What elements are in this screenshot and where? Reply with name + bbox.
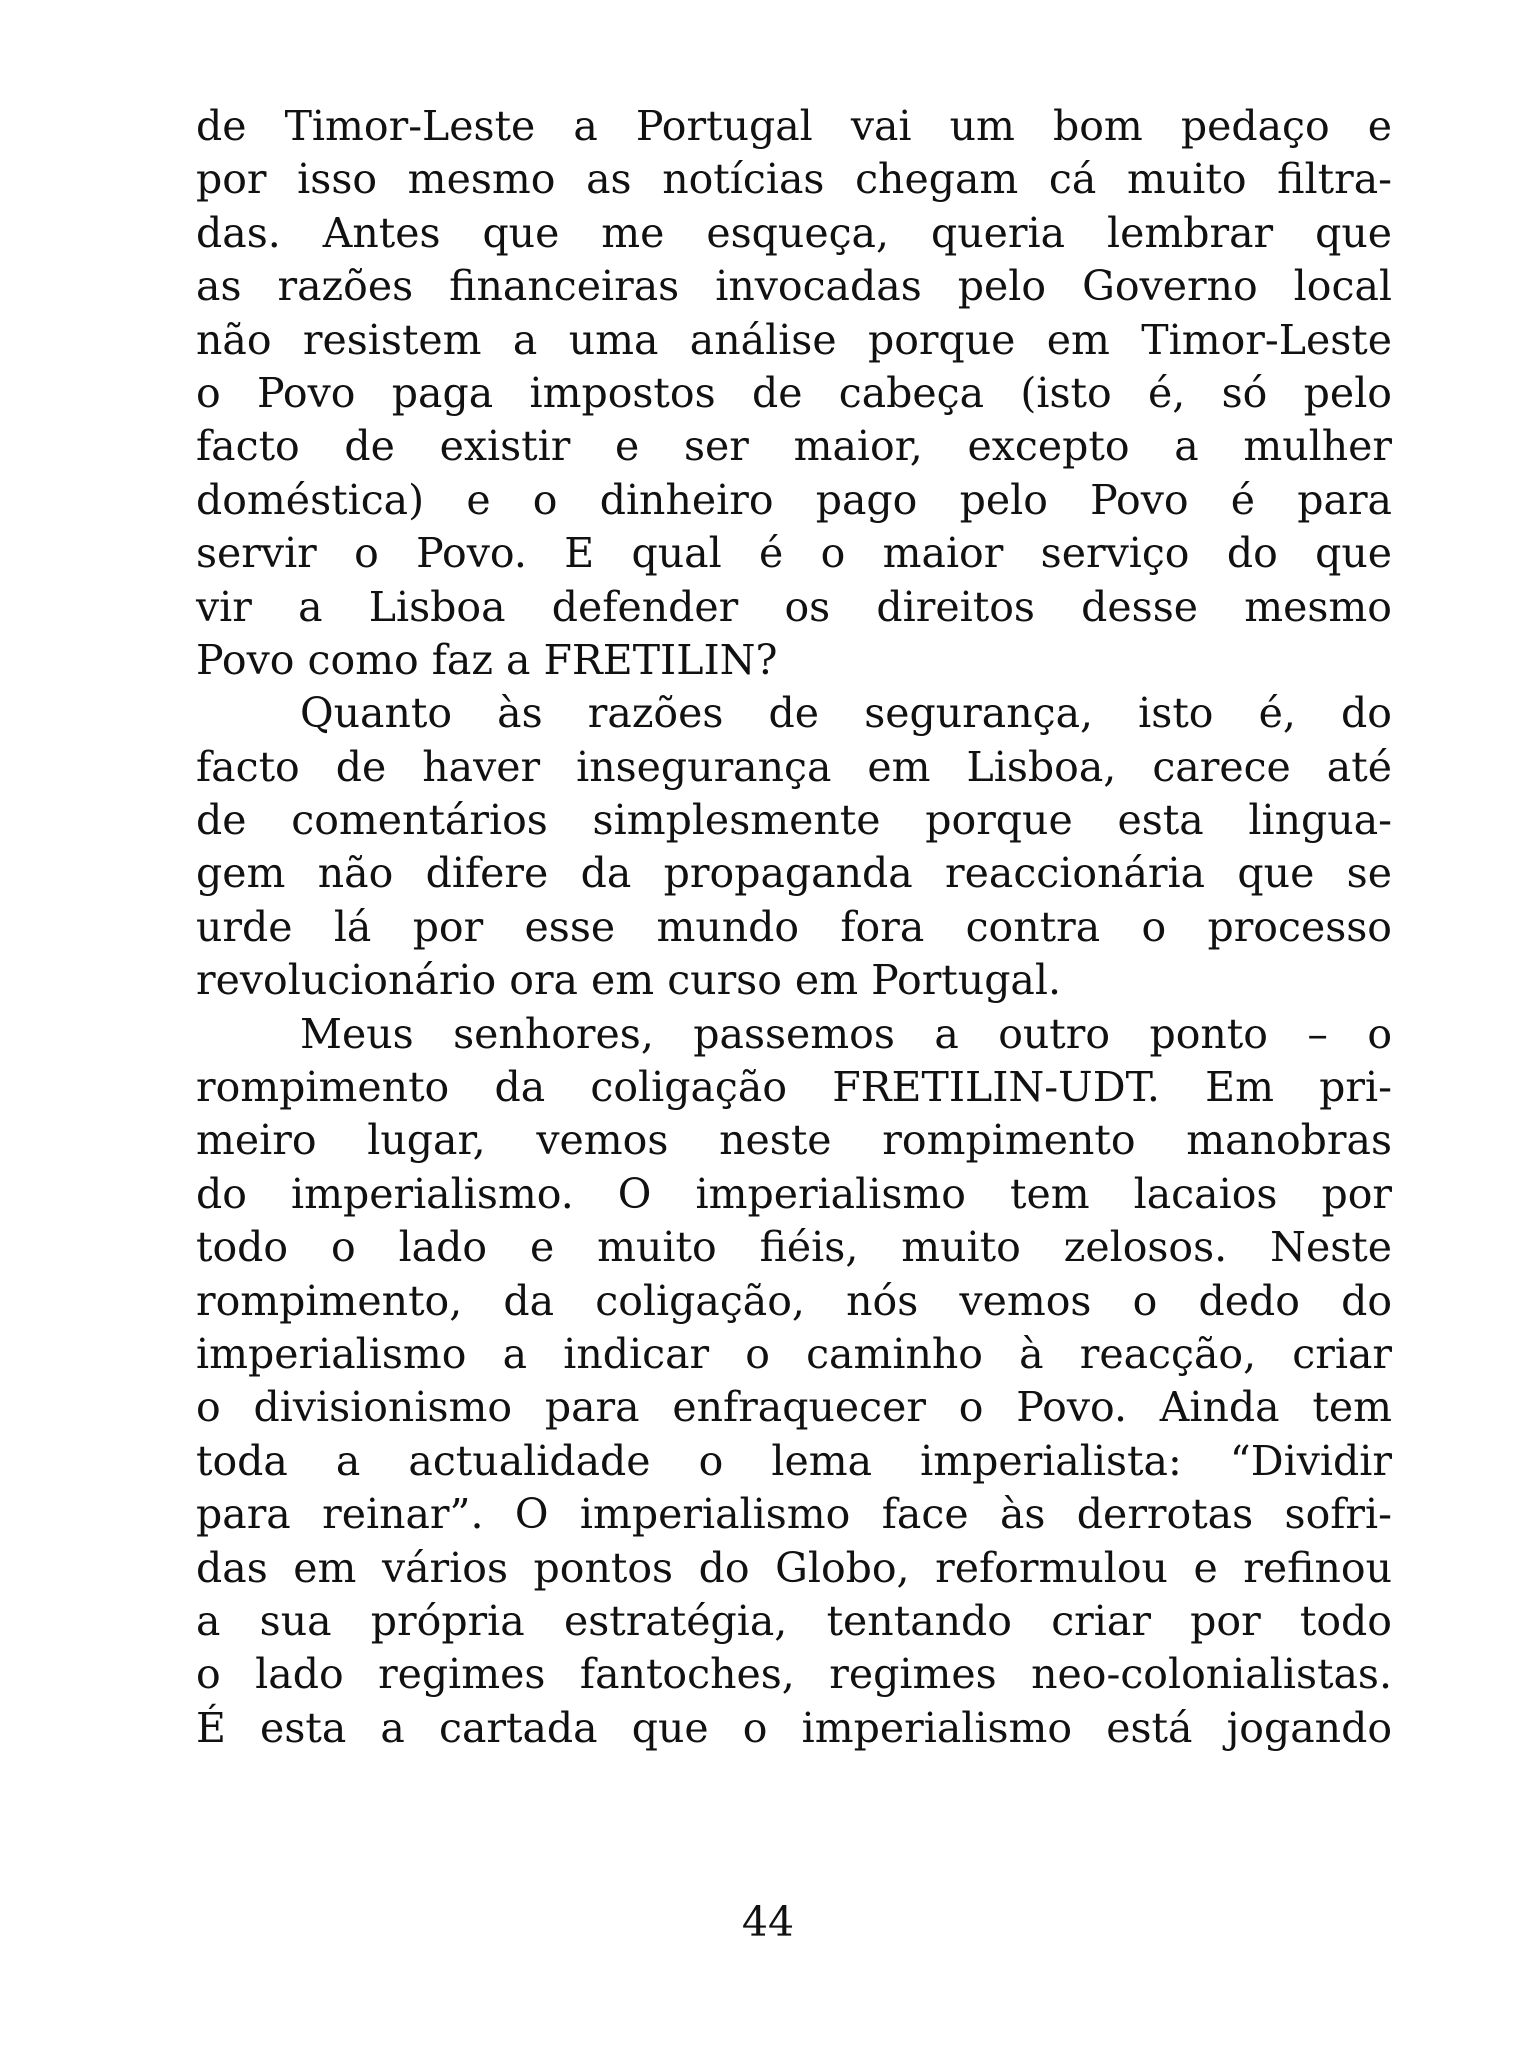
text-line: gem não difere da propaganda reaccionária que se — [196, 849, 1392, 898]
text-line: a sua própria estratégia, tentando criar por todo — [196, 1596, 1392, 1645]
text-line: facto de haver insegurança em Lisboa, carece até — [196, 742, 1392, 791]
text-line: de Timor-Leste a Portugal vai um bom pedaço e — [196, 102, 1392, 150]
text-line: urde lá por esse mundo fora contra o processo — [196, 902, 1392, 951]
paragraph-end-line: Povo como faz a FRETILIN? — [196, 635, 778, 684]
text-line: das. Antes que me esqueça, queria lembrar que — [196, 208, 1392, 257]
text-line: meiro lugar, vemos neste rompimento manobras — [196, 1116, 1392, 1165]
text-line: facto de existir e ser maior, excepto a mulher — [196, 422, 1392, 471]
text-line: toda a actualidade o lema imperialista: “Dividir — [196, 1436, 1392, 1485]
page-number: 44 — [741, 1898, 795, 1946]
text-line: imperialismo a indicar o caminho à reacção, criar — [196, 1329, 1392, 1378]
text-line: doméstica) e o dinheiro pago pelo Povo é para — [196, 475, 1392, 524]
text-line: rompimento da coligação FRETILIN-UDT. Em pri- — [196, 1063, 1392, 1112]
text-line: rompimento, da coligação, nós vemos o dedo do — [196, 1276, 1392, 1325]
text-line: por isso mesmo as notícias chegam cá muito filtra- — [196, 155, 1392, 204]
text-line: do imperialismo. O imperialismo tem lacaios por — [196, 1169, 1392, 1218]
text-line: das em vários pontos do Globo, reformulou e refinou — [196, 1543, 1392, 1592]
paragraph-start-line: Quanto às razões de segurança, isto é, do — [300, 689, 1392, 738]
text-line: o Povo paga impostos de cabeça (isto é, só pelo — [196, 368, 1392, 417]
text-line: servir o Povo. E qual é o maior serviço do que — [196, 529, 1392, 578]
text-line: o lado regimes fantoches, regimes neo-colonialistas. — [196, 1650, 1392, 1699]
text-line: É esta a cartada que o imperialismo está jogando — [196, 1703, 1392, 1752]
text-line: as razões financeiras invocadas pelo Governo local — [196, 262, 1392, 311]
page-body — [196, 100, 1392, 1755]
text-line: de comentários simplesmente porque esta lingua- — [196, 796, 1392, 845]
paragraph-end-line: revolucionário ora em curso em Portugal. — [196, 956, 1062, 1005]
paragraph-start-line: Meus senhores, passemos a outro ponto – o — [300, 1009, 1392, 1058]
text-line: não resistem a uma análise porque em Timor-Leste — [196, 315, 1392, 364]
text-line: para reinar”. O imperialismo face às derrotas sofri- — [196, 1490, 1392, 1539]
text-line: todo o lado e muito fiéis, muito zelosos. Neste — [196, 1223, 1392, 1272]
text-line: vir a Lisboa defender os direitos desse mesmo — [196, 582, 1392, 631]
text-line: o divisionismo para enfraquecer o Povo. Ainda tem — [196, 1383, 1392, 1432]
